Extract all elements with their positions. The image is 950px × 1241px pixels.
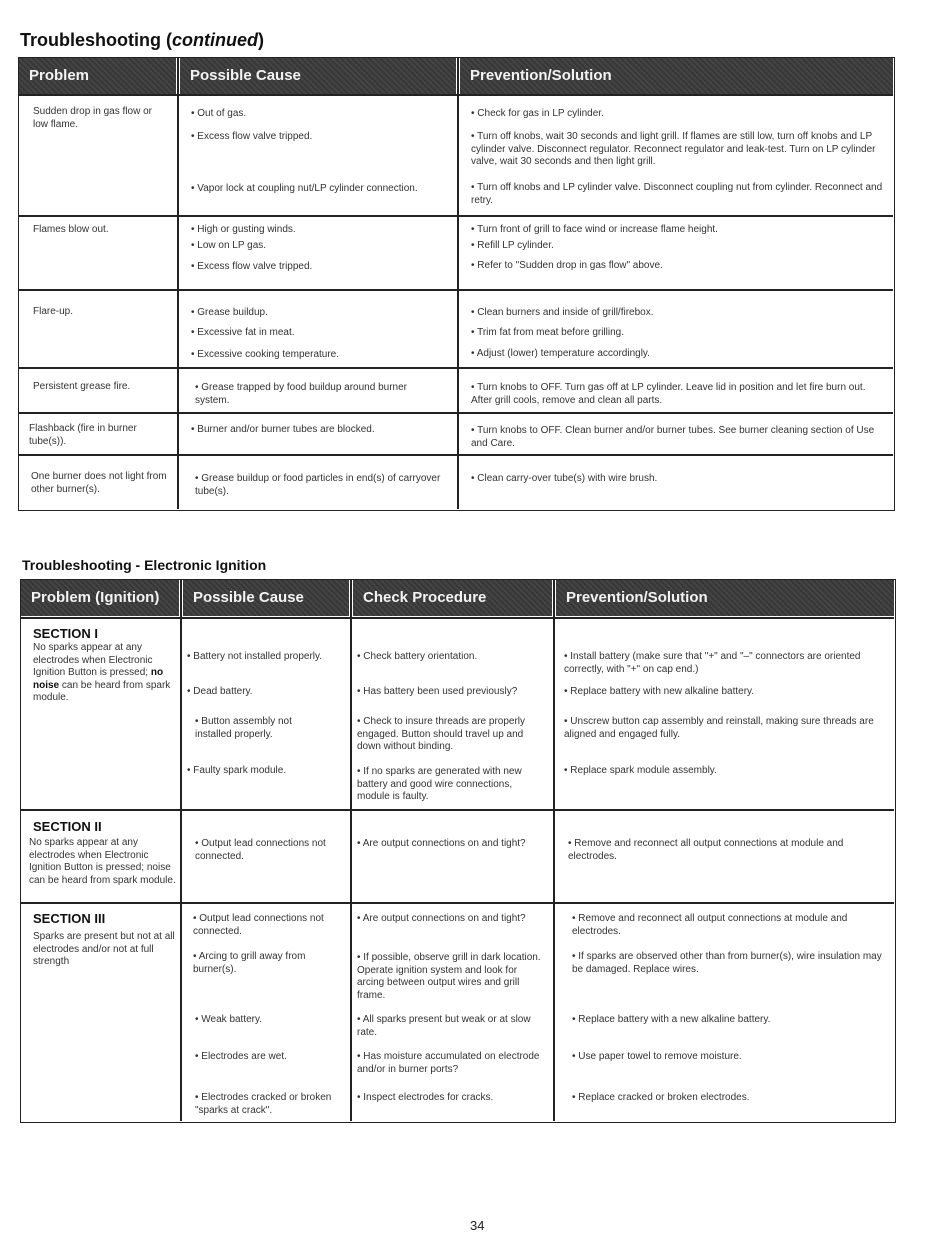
column-divider (457, 58, 459, 509)
section-title: Troubleshooting - Electronic Ignition (22, 557, 267, 573)
cause-cell: • Vapor lock at coupling nut/LP cylinder connection. (191, 183, 418, 194)
row-divider (19, 215, 893, 217)
solution-cell: • Clean carry-over tube(s) with wire brush. (471, 473, 658, 484)
solution-cell: • Use paper towel to remove moisture. (572, 1051, 742, 1062)
header-problem (19, 58, 176, 94)
cause-cell: • Faulty spark module. (187, 765, 287, 776)
row-divider (21, 902, 894, 904)
solution-cell: • Turn knobs to OFF. Clean burner and/or burner tubes. See burner cleaning section of Use and Care. (471, 425, 875, 449)
solution-cell: • Turn front of grill to face wind or increase flame height. (471, 224, 718, 235)
troubleshooting-table (18, 57, 895, 511)
description-bold: no noise (33, 667, 164, 691)
section-description: Sparks are present but not at all electrodes and/or not at full strength (33, 931, 175, 967)
cause-cell: • Output lead connections not connected. (195, 838, 326, 862)
solution-cell: • Refer to "Sudden drop in gas flow" above. (471, 260, 663, 271)
check-cell: • Are output connections on and tight? (357, 838, 526, 849)
cause-cell: • Output lead connections not connected. (193, 913, 324, 937)
header-solution (556, 580, 894, 616)
header-problem-ignition (21, 580, 179, 616)
solution-cell: • Clean burners and inside of grill/firebox. (471, 307, 654, 318)
page-number: 34 (470, 1218, 485, 1233)
solution-cell: • Unscrew button cap assembly and reinstall, making sure threads are aligned and engaged fully. (564, 716, 874, 740)
cause-cell: • Grease buildup. (191, 307, 268, 318)
row-divider (19, 412, 893, 414)
cause-cell: • Electrodes are wet. (195, 1051, 287, 1062)
problem-cell: Flare-up. (33, 306, 74, 317)
column-divider (177, 58, 179, 509)
title-emphasis: continued (171, 30, 258, 50)
description-text: can be heard from spark module. (33, 679, 171, 703)
row-divider (19, 94, 893, 96)
cause-cell: • Battery not installed properly. (187, 651, 323, 662)
cause-cell: • Low on LP gas. (191, 240, 267, 251)
cause-cell: • Burner and/or burner tubes are blocked. (191, 424, 375, 435)
solution-cell: • Replace battery with new alkaline battery. (564, 686, 755, 697)
cause-cell: • Excessive fat in meat. (191, 327, 295, 338)
solution-cell: • Turn off knobs, wait 30 seconds and light grill. If flames are still low, turn off knobs and LP cylinder valve. Disconnect regulator. Reconnect regulator and leak-test. Turn on LP cylinder valve, wait 30 seconds and then light grill. (471, 131, 876, 167)
cause-cell: • Electrodes cracked or broken "sparks at crack". (195, 1092, 332, 1116)
ignition-table (20, 579, 896, 1123)
check-cell: • Inspect electrodes for cracks. (357, 1092, 494, 1103)
header-cause (183, 580, 349, 616)
cause-cell: • Dead battery. (187, 686, 253, 697)
solution-cell: • Replace battery with a new alkaline battery. (572, 1014, 771, 1025)
check-cell: • All sparks present but weak or at slow rate. (357, 1014, 531, 1038)
section-heading: SECTION III (33, 911, 106, 926)
column-divider (553, 580, 555, 1121)
cause-cell: • Grease buildup or food particles in end(s) of carryover tube(s). (195, 473, 441, 497)
title-text: Troubleshooting ( (20, 30, 172, 50)
check-cell: • Check to insure threads are properly engaged. Button should travel up and down without binding. (357, 716, 526, 752)
cause-cell: • Arcing to grill away from burner(s). (193, 951, 306, 975)
page-title (20, 30, 264, 51)
column-divider (350, 580, 352, 1121)
problem-cell: Persistent grease fire. (33, 381, 131, 392)
section-description: No sparks appear at any electrodes when Electronic Ignition Button is pressed; noise can be heard from spark module. (29, 837, 176, 886)
header-label: Prevention/Solution (470, 67, 612, 84)
solution-cell: • Remove and reconnect all output connections at module and electrodes. (572, 913, 848, 937)
cause-cell: • Out of gas. (191, 108, 247, 119)
check-cell: • If no sparks are generated with new battery and good wire connections, module is faulty. (357, 766, 522, 802)
solution-cell: • Trim fat from meat before grilling. (471, 327, 624, 338)
solution-cell: • Remove and reconnect all output connections at module and electrodes. (568, 838, 844, 862)
section-heading: SECTION I (33, 626, 99, 641)
check-cell: • Has moisture accumulated on electrode and/or in burner ports? (357, 1051, 540, 1075)
solution-cell: • Install battery (make sure that "+" and "–" connectors are oriented correctly, with "+" on cap end.) (564, 651, 861, 675)
cause-cell: • Grease trapped by food buildup around burner system. (195, 382, 407, 406)
row-divider (19, 367, 893, 369)
header-cause (180, 58, 456, 94)
row-divider (19, 454, 893, 456)
problem-cell: Sudden drop in gas flow or low flame. (33, 106, 152, 130)
row-divider (21, 809, 894, 811)
check-cell: • Has battery been used previously? (357, 686, 518, 697)
check-cell: • Are output connections on and tight? (357, 913, 526, 924)
header-label: Problem (Ignition) (31, 589, 160, 606)
solution-cell: • Check for gas in LP cylinder. (471, 108, 604, 119)
solution-cell: • Replace spark module assembly. (564, 765, 717, 776)
header-check (353, 580, 552, 616)
header-label: Possible Cause (193, 589, 304, 606)
solution-cell: • Turn off knobs and LP cylinder valve. Disconnect coupling nut from cylinder. Reconnect and retry. (471, 182, 883, 206)
cause-cell: • Weak battery. (195, 1014, 263, 1025)
cause-cell: • Excess flow valve tripped. (191, 261, 313, 272)
cause-cell: • High or gusting winds. (191, 224, 296, 235)
solution-cell: • Adjust (lower) temperature accordingly. (471, 348, 650, 359)
header-label: Check Procedure (363, 589, 487, 606)
header-label: Prevention/Solution (566, 589, 708, 606)
problem-cell: Flashback (fire in burner tube(s)). (29, 423, 137, 447)
title-close: ) (257, 30, 264, 50)
solution-cell: • Refill LP cylinder. (471, 240, 554, 251)
row-divider (21, 617, 894, 619)
cause-cell: • Button assembly not installed properly. (195, 716, 292, 740)
section-description (33, 642, 178, 705)
solution-cell: • If sparks are observed other than from burner(s), wire insulation may be damaged. Replace wires. (572, 951, 882, 975)
problem-cell: One burner does not light from other burner(s). (31, 471, 167, 495)
description-text: No sparks appear at any electrodes when Electronic Ignition Button is pressed; (33, 642, 153, 678)
header-label: Problem (29, 67, 90, 84)
solution-cell: • Turn knobs to OFF. Turn gas off at LP cylinder. Leave lid in position and let fire burn out. After grill cools, remove and clean all parts. (471, 382, 866, 406)
solution-cell: • Replace cracked or broken electrodes. (572, 1092, 750, 1103)
cause-cell: • Excessive cooking temperature. (191, 349, 340, 360)
header-solution (460, 58, 893, 94)
check-cell: • Check battery orientation. (357, 651, 478, 662)
problem-cell: Flames blow out. (33, 224, 109, 235)
column-divider (180, 580, 182, 1121)
row-divider (19, 289, 893, 291)
header-label: Possible Cause (190, 67, 301, 84)
cause-cell: • Excess flow valve tripped. (191, 131, 313, 142)
section-heading: SECTION II (33, 819, 102, 834)
check-cell: • If possible, observe grill in dark location. Operate ignition system and look for arcing between output wires and grill frame. (357, 952, 541, 1001)
